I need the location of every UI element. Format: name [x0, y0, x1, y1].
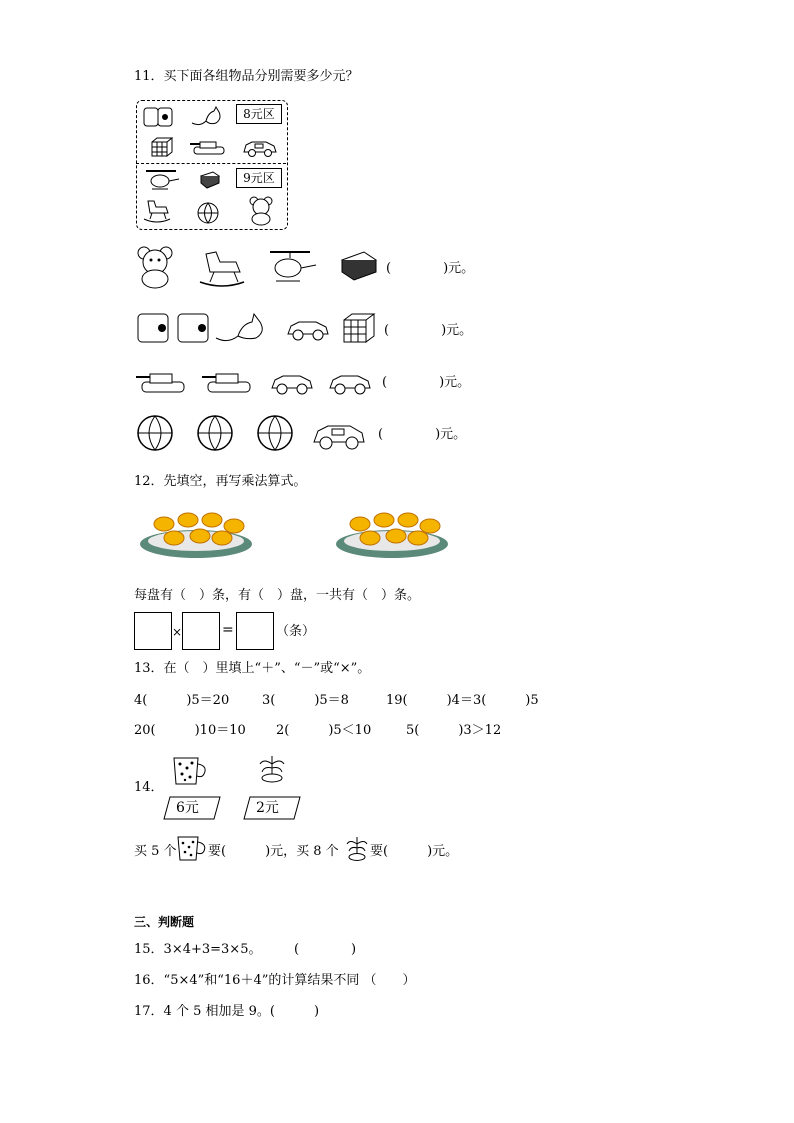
q12-box-1[interactable]: [134, 612, 172, 650]
car-icon: [312, 416, 366, 452]
q12-box-2[interactable]: [182, 612, 220, 650]
q14-text-c[interactable]: 要( )元。: [370, 844, 459, 859]
rocking-horse-icon: [142, 197, 172, 223]
q13-eq-6[interactable]: 5( )3＞12: [406, 723, 502, 738]
q12-unit: （条）: [276, 624, 316, 639]
q13-eq-2[interactable]: 3( )5＝8: [262, 693, 349, 708]
car-icon: [242, 136, 278, 158]
q11-answer-4[interactable]: ( )元。: [378, 427, 467, 442]
section3-title: 三、判断题: [134, 915, 195, 929]
ball-icon: [197, 202, 219, 224]
zone8-tag: 8元区: [236, 104, 282, 124]
price-cup: 6元: [176, 800, 199, 816]
q12-sentence: 每盘有（ ）条，有（ ）盘，一共有（ ）条。: [134, 588, 421, 603]
q13-eq-4[interactable]: 20( )10＝10: [134, 723, 246, 738]
tank-icon: [136, 370, 188, 394]
rocking-horse-icon: [198, 248, 246, 288]
q17[interactable]: 17．4 个 5 相加是 9。( ): [134, 1004, 320, 1019]
q11-answer-3[interactable]: ( )元。: [382, 375, 471, 390]
cup-icon: [172, 754, 210, 788]
book-icon: [198, 170, 222, 190]
tank-icon: [190, 138, 228, 156]
car-icon: [286, 314, 330, 342]
q14-text-b[interactable]: 要( )元，买 8 个: [208, 844, 339, 859]
plant-icon: [344, 834, 370, 864]
teddy-bear-icon: [135, 246, 175, 288]
q12-title: 12．先填空，再写乘法算式。: [134, 474, 307, 489]
q14-text-a: 买 5 个: [134, 844, 177, 859]
q11-answer-1[interactable]: ( )元。: [386, 261, 475, 276]
plant-icon: [256, 752, 288, 786]
cat-sketch-icon: [214, 312, 270, 344]
q16[interactable]: 16．“5×4”和“16＋4”的计算结果不同 （ ）: [134, 973, 416, 988]
q11-title: 11．买下面各组物品分别需要多少元？: [134, 69, 359, 84]
cat-sketch-icon: [190, 105, 224, 129]
q13-eq-1[interactable]: 4( )5＝20: [134, 693, 230, 708]
q11-answer-2[interactable]: ( )元。: [384, 323, 473, 338]
ball-icon: [256, 414, 294, 452]
catalog-divider: [136, 163, 286, 164]
ball-icon: [136, 414, 174, 452]
helicopter-icon: [266, 248, 318, 286]
q14-label: 14．: [134, 780, 164, 795]
q13-title: 13．在（ ）里填上“＋”、“－”或“×”。: [134, 661, 371, 676]
times-sign: ×: [172, 625, 183, 639]
book-icon: [338, 250, 380, 284]
zone9-tag: 9元区: [236, 168, 282, 188]
ball-icon: [196, 414, 234, 452]
price-plant: 2元: [256, 800, 279, 816]
fish-plate-illustration: [138, 508, 254, 560]
q12-box-3[interactable]: [236, 612, 274, 650]
car-icon: [328, 368, 372, 396]
car-icon: [270, 368, 314, 396]
cube-icon: [342, 312, 376, 344]
sharpener-icon: [134, 310, 212, 346]
sharpener-icon: [142, 104, 176, 130]
teddy-bear-icon: [247, 196, 275, 226]
cup-icon: [176, 834, 210, 864]
tank-icon: [202, 370, 254, 394]
equals-sign: =: [222, 622, 234, 638]
q15[interactable]: 15．3×4+3=3×5。 ( ): [134, 942, 357, 957]
fish-plate-illustration: [334, 508, 450, 560]
q13-eq-5[interactable]: 2( )5＜10: [276, 723, 372, 738]
q13-eq-3[interactable]: 19( )4＝3( )5: [386, 693, 539, 708]
cube-icon: [150, 136, 174, 158]
helicopter-icon: [144, 168, 180, 192]
